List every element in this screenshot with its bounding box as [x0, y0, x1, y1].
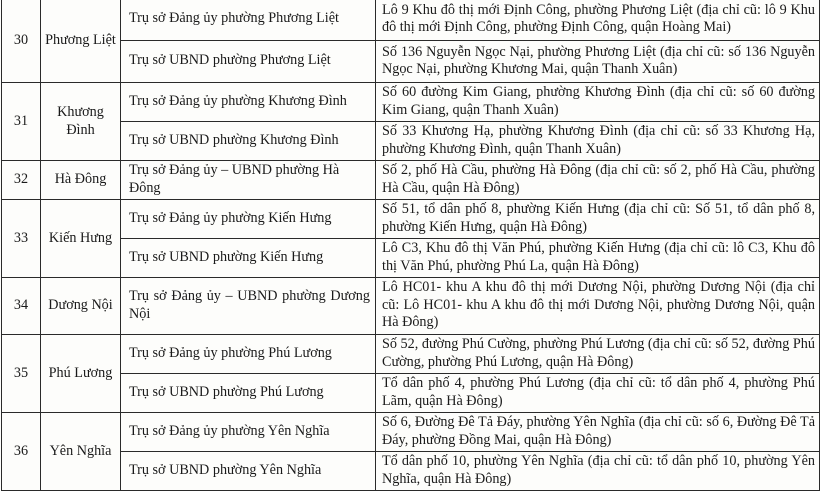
row-number: 36 [2, 413, 41, 491]
ward-name: Phương Liệt [41, 0, 121, 83]
office-name: Trụ sở Đảng ủy phường Khương Đình [121, 83, 376, 122]
table-row [2, 161, 820, 200]
table-row [2, 374, 820, 413]
office-address: Tổ dân phố 10, phường Yên Nghĩa (địa chỉ cũ: tổ dân phố 10, phường Yên Nghĩa, quận Hà Đông) [376, 452, 820, 491]
row-number: 32 [2, 161, 41, 200]
table-row [2, 83, 820, 122]
office-address: Số 33 Khương Hạ, phường Khương Đình (địa chỉ cũ: số 33 Khương Hạ, phường Khương Đình, quận Thanh Xuân) [376, 122, 820, 161]
office-name: Trụ sở Đảng ủy – UBND phường Hà Đông [121, 161, 376, 200]
office-name: Trụ sở UBND phường Kiến Hưng [121, 239, 376, 278]
office-name: Trụ sở UBND phường Yên Nghĩa [121, 452, 376, 491]
table-row [2, 122, 820, 161]
table-row [2, 335, 820, 374]
table-row [2, 0, 820, 41]
table-row [2, 41, 820, 83]
ward-name: Hà Đông [41, 161, 121, 200]
ward-name: Phú Lương [41, 335, 121, 413]
office-address: Số 6, Đường Đê Tả Đáy, phường Yên Nghĩa (địa chỉ cũ: số 6, Đường Đê Tả Đáy, phường Đồng Mai, quận Hà Đông) [376, 413, 820, 452]
table-row [2, 200, 820, 239]
table-row [2, 413, 820, 452]
office-address: Số 52, đường Phú Cường, phường Phú Lương (địa chỉ cũ: số 52, đường Phú Cường, phường Phú Lương, quận Hà Đông) [376, 335, 820, 374]
table-row [2, 278, 820, 335]
office-name: Trụ sở Đảng ủy phường Yên Nghĩa [121, 413, 376, 452]
office-name: Trụ sở Đảng ủy – UBND phường Dương Nội [121, 278, 376, 335]
office-name: Trụ sở UBND phường Khương Đình [121, 122, 376, 161]
office-name: Trụ sở Đảng ủy phường Phú Lương [121, 335, 376, 374]
table-row [2, 239, 820, 278]
office-name: Trụ sở UBND phường Phú Lương [121, 374, 376, 413]
row-number: 31 [2, 83, 41, 161]
office-name: Trụ sở Đảng ủy phường Kiến Hưng [121, 200, 376, 239]
office-address: Số 136 Nguyễn Ngọc Nại, phường Phương Liệt (địa chỉ cũ: số 136 Nguyễn Ngọc Nại, phường Khương Mai, quận Thanh Xuân) [376, 41, 820, 83]
office-address: Tổ dân phố 4, phường Phú Lương (địa chỉ cũ: tổ dân phố 4, phường Phú Lãm, quận Hà Đông) [376, 374, 820, 413]
office-address-table [1, 0, 820, 491]
row-number: 33 [2, 200, 41, 278]
office-address: Số 2, phố Hà Cầu, phường Hà Đông (địa chỉ cũ: số 2, phố Hà Cầu, phường Hà Cầu, quận Hà Đông) [376, 161, 820, 200]
office-address: Số 51, tổ dân phố 8, phường Kiến Hưng (địa chỉ cũ: Số 51, tổ dân phố 8, phường Kiến Hưng, quận Hà Đông) [376, 200, 820, 239]
office-address: Lô C3, Khu đô thị Văn Phú, phường Kiến Hưng (địa chỉ cũ: lô C3, Khu đô thị Văn Phú, phường Phú La, quận Hà Đông) [376, 239, 820, 278]
ward-name: Kiến Hưng [41, 200, 121, 278]
office-address: Lô HC01- khu A khu đô thị mới Dương Nội, phường Dương Nội (địa chỉ cũ: Lô HC01- khu A khu đô thị mới Dương Nội, phường Dương Nội, quận Hà Đông) [376, 278, 820, 335]
ward-name: Yên Nghĩa [41, 413, 121, 491]
row-number: 34 [2, 278, 41, 335]
row-number: 30 [2, 0, 41, 83]
office-address: Lô 9 Khu đô thị mới Định Công, phường Phương Liệt (địa chỉ cũ: lô 9 Khu đô thị mới Định Công, phường Định Công, quận Hoàng Mai) [376, 0, 820, 41]
row-number: 35 [2, 335, 41, 413]
table-row [2, 452, 820, 491]
office-name: Trụ sở UBND phường Phương Liệt [121, 41, 376, 83]
ward-name: Khương Đình [41, 83, 121, 161]
office-address: Số 60 đường Kim Giang, phường Khương Đình (địa chỉ cũ: số 60 đường Kim Giang, quận Thanh Xuân) [376, 83, 820, 122]
ward-name: Dương Nội [41, 278, 121, 335]
office-name: Trụ sở Đảng ủy phường Phương Liệt [121, 0, 376, 41]
